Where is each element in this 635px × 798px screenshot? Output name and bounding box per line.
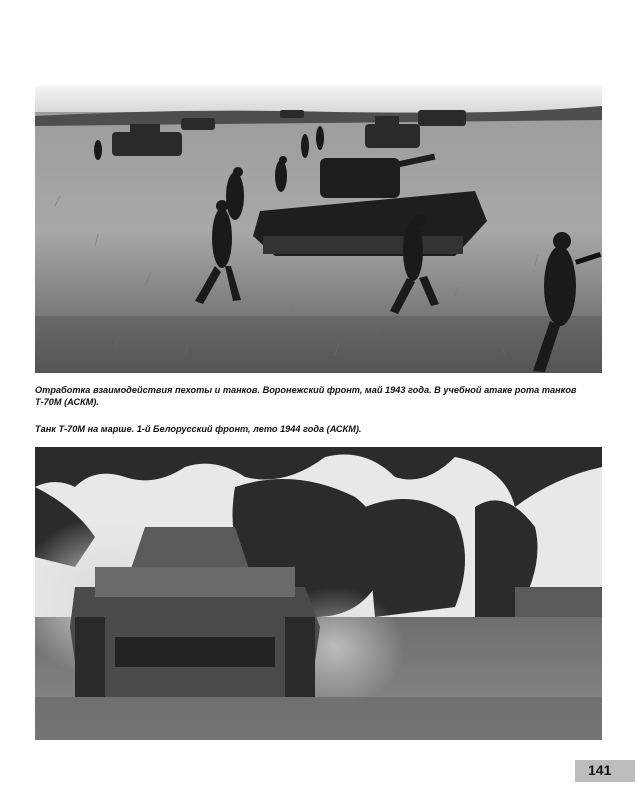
photo-infantry-tank-attack-image: [35, 86, 602, 373]
photo-tank-on-march-image: [35, 447, 602, 740]
photo-tank-on-march: [35, 447, 602, 740]
page-number: 141: [588, 762, 612, 778]
caption-bottom: Танк Т-70М на марше. 1-й Белорусский фронт, лето 1944 года (АСКМ).: [35, 424, 362, 434]
caption-top: Отработка взаимодействия пехоты и танков. Воронежский фронт, май 1943 года. В учебной атаке рота танков Т-70М (АСКМ).: [35, 385, 577, 407]
photo-infantry-tank-attack: [35, 86, 602, 373]
